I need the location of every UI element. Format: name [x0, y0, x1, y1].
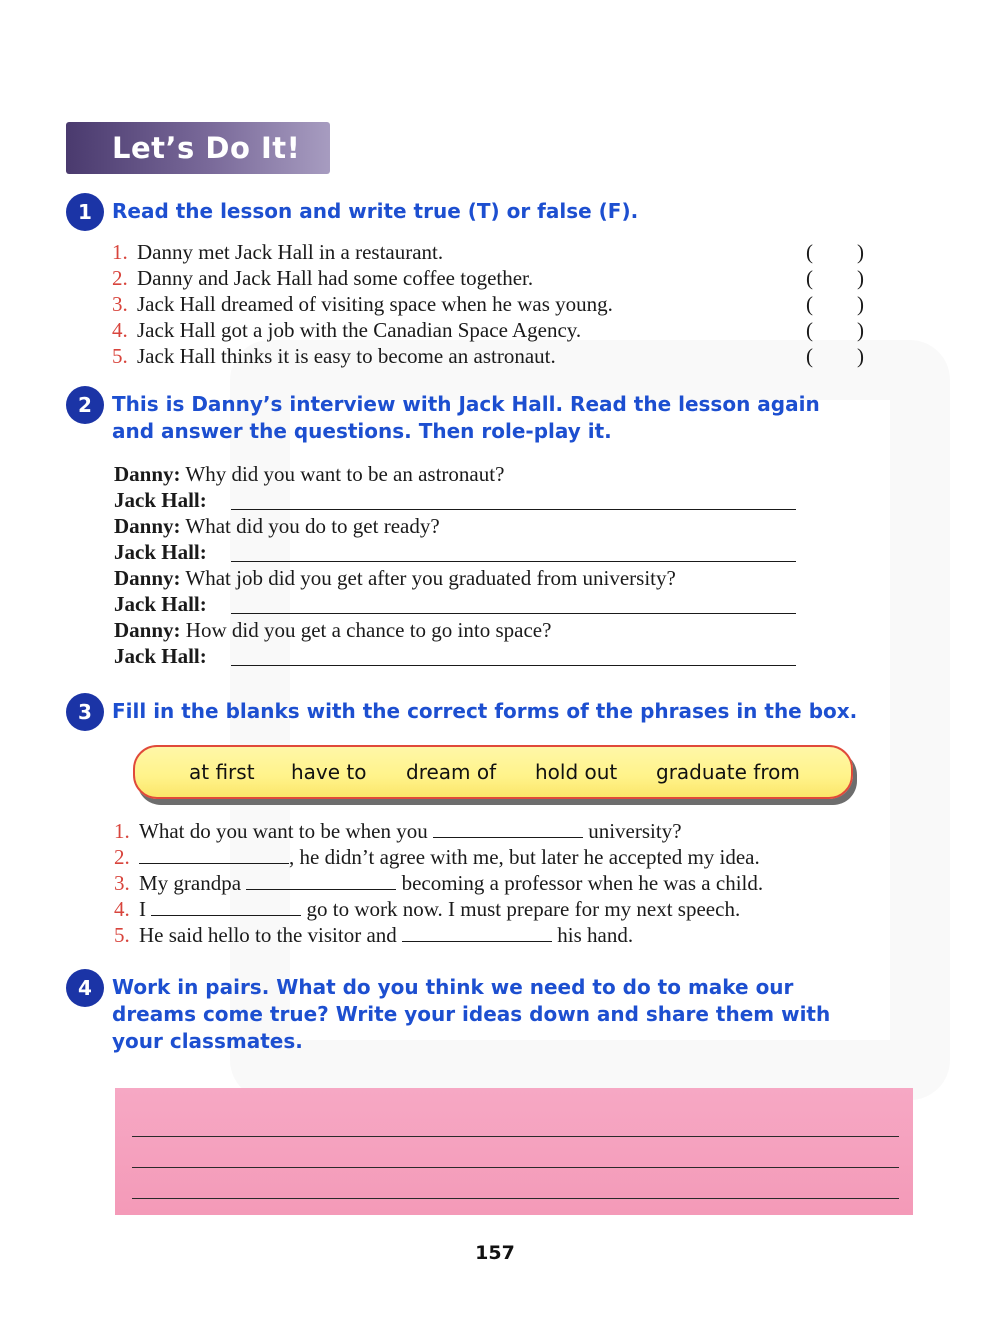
dialogue-line-2: Jack Hall:	[114, 488, 207, 512]
answer-parentheses-3[interactable]: ( )	[806, 292, 864, 316]
dialogue-line-4: Jack Hall:	[114, 540, 207, 564]
exercise-number-3: 3	[66, 693, 104, 731]
phrase-box	[133, 745, 853, 799]
phrase-item: hold out	[535, 760, 618, 784]
answer-parentheses-5[interactable]: ( )	[806, 344, 864, 368]
answer-parentheses-2[interactable]: ( )	[806, 266, 864, 290]
fill-blank-5[interactable]	[402, 921, 552, 942]
exercise-4-instruction: Work in pairs. What do you think we need to do to make our dreams come true? Write your ideas down and share them with your classmates.	[112, 975, 831, 1053]
phrase-item: at first	[189, 760, 255, 784]
phrase-item: graduate from	[656, 760, 800, 784]
tf-item-4: 4. Jack Hall got a job with the Canadian Space Agency.	[112, 318, 582, 342]
dialogue-line-5: Danny: What job did you get after you graduated from university?	[114, 566, 676, 590]
dialogue-line-1: Danny: Why did you want to be an astronaut?	[114, 462, 505, 486]
exercise-number-1: 1	[66, 193, 104, 231]
fill-item-5: 5. He said hello to the visitor and his hand.	[114, 923, 634, 947]
dialogue-line-7: Danny: How did you get a chance to go into space?	[114, 618, 552, 642]
section-title-badge	[66, 122, 330, 174]
dialogue-line-6: Jack Hall:	[114, 592, 207, 616]
exercise-1-header	[66, 198, 638, 231]
writing-line-2[interactable]	[132, 1167, 899, 1168]
tf-item-1: 1. Danny met Jack Hall in a restaurant.	[112, 240, 444, 264]
fill-item-4: 4. I go to work now. I must prepare for my next speech.	[114, 897, 741, 921]
tf-item-5: 5. Jack Hall thinks it is easy to become an astronaut.	[112, 344, 556, 368]
answer-parentheses-4[interactable]: ( )	[806, 318, 864, 342]
fill-blank-1[interactable]	[433, 817, 583, 838]
phrase-item: have to	[291, 760, 367, 784]
fill-item-3: 3. My grandpa becoming a professor when he was a child.	[114, 871, 764, 895]
fill-item-1: 1. What do you want to be when you university?	[114, 819, 682, 843]
exercise-2-instruction: This is Danny’s interview with Jack Hall. Read the lesson again and answer the questions. Then role-play it.	[112, 392, 820, 443]
dialogue-line-3: Danny: What did you do to get ready?	[114, 514, 440, 538]
fill-blank-3[interactable]	[246, 869, 396, 890]
exercise-number-2: 2	[66, 386, 104, 424]
answer-line-2[interactable]	[231, 561, 796, 562]
exercise-number-4: 4	[66, 969, 104, 1007]
fill-blank-4[interactable]	[151, 895, 301, 916]
exercise-3-header	[66, 698, 857, 731]
writing-line-1[interactable]	[132, 1136, 899, 1137]
answer-parentheses-1[interactable]: ( )	[806, 240, 864, 264]
answer-line-3[interactable]	[231, 613, 796, 614]
exercise-3-instruction: Fill in the blanks with the correct forms of the phrases in the box.	[112, 699, 858, 723]
exercise-1-instruction: Read the lesson and write true (T) or false (F).	[112, 199, 639, 223]
exercise-4-header	[66, 974, 830, 1055]
dialogue-line-8: Jack Hall:	[114, 644, 207, 668]
tf-item-2: 2. Danny and Jack Hall had some coffee together.	[112, 266, 534, 290]
fill-blank-2[interactable]	[139, 843, 289, 864]
answer-line-1[interactable]	[231, 509, 796, 510]
exercise-2-header	[66, 391, 820, 445]
page-title: Let’s Do It!	[112, 131, 301, 165]
page-number: 157	[475, 1242, 515, 1264]
writing-line-3[interactable]	[132, 1198, 899, 1199]
fill-item-2: 2. , he didn’t agree with me, but later he accepted my idea.	[114, 845, 760, 869]
tf-item-3: 3. Jack Hall dreamed of visiting space when he was young.	[112, 292, 613, 316]
phrase-item: dream of	[406, 760, 497, 784]
answer-line-4[interactable]	[231, 665, 796, 666]
writing-area[interactable]	[115, 1088, 913, 1215]
